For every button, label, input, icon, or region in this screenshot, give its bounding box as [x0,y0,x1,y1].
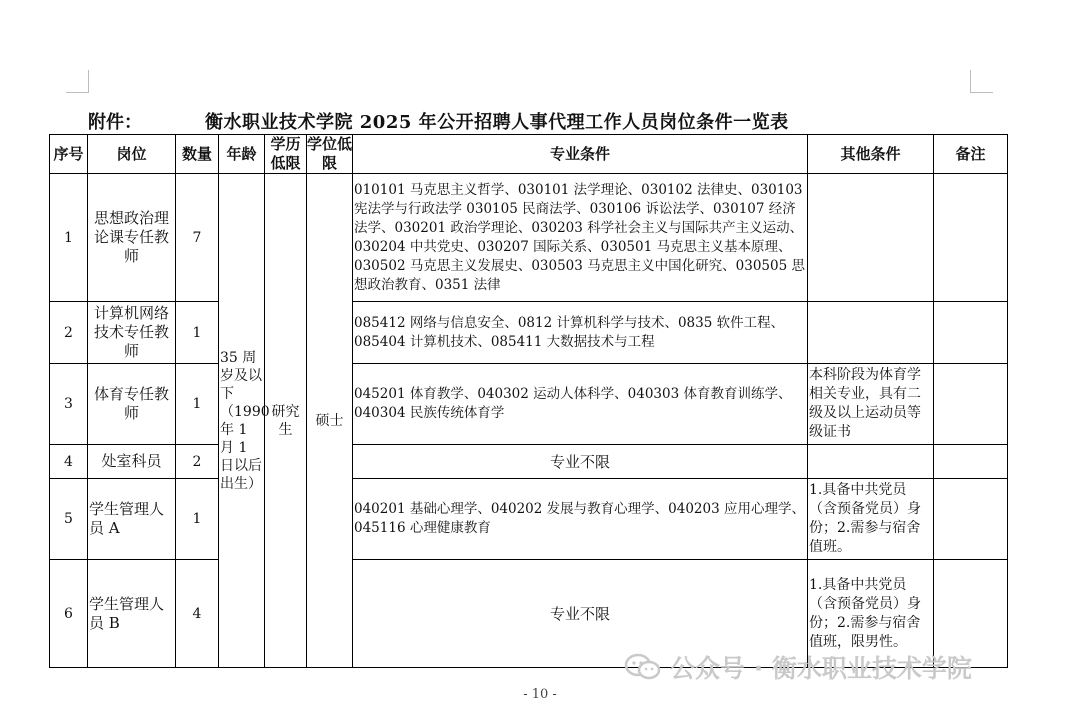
positions-table [49,134,1008,668]
col-header-major: 专业条件 [353,135,808,174]
row-post: 体育专任教师 [88,364,176,445]
wechat-watermark [624,650,972,684]
row-count: 2 [176,445,219,479]
row-seq: 6 [50,560,88,668]
row-count: 4 [176,560,219,668]
row-major: 专业不限 [353,445,808,479]
row-post: 思想政治理论课专任教师 [88,174,176,302]
shared-edu: 研究生 [265,174,307,668]
crop-mark-top-left [66,70,89,93]
col-header-edu: 学历低限 [265,135,307,174]
row-remark [934,302,1008,364]
row-remark [934,445,1008,479]
row-count: 7 [176,174,219,302]
col-header-seq: 序号 [50,135,88,174]
row-count: 1 [176,364,219,445]
row-other [808,174,934,302]
col-header-other: 其他条件 [808,135,934,174]
document-header [88,106,1008,134]
row-other: 1.具备中共党员（含预备党员）身份；2.需参与宿舍值班。 [808,479,934,560]
row-remark [934,174,1008,302]
row-seq: 3 [50,364,88,445]
page-number: - 10 - [523,687,557,702]
shared-age: 35 周岁及以下（1990 年 1 月 1 日以后出生） [219,174,265,668]
row-major: 专业不限 [353,560,808,668]
attachment-label: 附件： [88,112,142,133]
row-other: 1.具备中共党员（含预备党员）身份；2.需参与宿舍值班，限男性。 [808,560,934,668]
table-row [50,364,1008,445]
row-major: 040201 基础心理学、040202 发展与教育心理学、040203 应用心理学、045116 心理健康教育 [353,479,808,560]
wechat-icon [624,652,662,682]
shared-degree: 硕士 [307,174,353,668]
row-seq: 4 [50,445,88,479]
row-seq: 5 [50,479,88,560]
row-seq: 2 [50,302,88,364]
row-post: 学生管理人员 B [88,560,176,668]
table-header-row [50,135,1008,174]
row-other: 本科阶段为体育学相关专业，具有二级及以上运动员等级证书 [808,364,934,445]
table-row [50,479,1008,560]
table-row [50,174,1008,302]
row-other [808,445,934,479]
crop-mark-top-right [970,70,993,93]
row-major: 010101 马克思主义哲学、030101 法学理论、030102 法律史、030103 宪法学与行政法学 030105 民商法学、030106 诉讼法学、030107 经济法学、030201 政治学理论、030203 科学社会主义与国际共产主义运动、030204 中共党史、030207 国际关系、030501 马克思主义基本原理、030502 马克思主义发展史、030503 马克思主义中国化研究、030505 思想政治教育、0351 法律 [353,174,808,302]
row-other [808,302,934,364]
row-count: 1 [176,302,219,364]
table-row [50,445,1008,479]
watermark-text: 公众号 · 衡水职业技术学院 [670,654,972,683]
col-header-degree: 学位低限 [307,135,353,172]
row-seq: 1 [50,174,88,302]
row-remark [934,364,1008,445]
row-major: 045201 体育教学、040302 运动人体科学、040303 体育教育训练学、040304 民族传统体育学 [353,364,808,445]
row-post: 学生管理人员 A [88,479,176,560]
row-post: 计算机网络技术专任教师 [88,302,176,364]
row-count: 1 [176,479,219,560]
col-header-age: 年龄 [219,135,265,174]
col-header-remark: 备注 [934,135,1008,174]
col-header-post: 岗位 [88,135,176,174]
row-major: 085412 网络与信息安全、0812 计算机科学与技术、0835 软件工程、085404 计算机技术、085411 大数据技术与工程 [353,302,808,364]
document-title: 衡水职业技术学院 2025 年公开招聘人事代理工作人员岗位条件一览表 [205,112,789,133]
row-remark [934,479,1008,560]
table-row [50,302,1008,364]
col-header-count: 数量 [176,135,219,174]
row-post: 处室科员 [88,445,176,479]
